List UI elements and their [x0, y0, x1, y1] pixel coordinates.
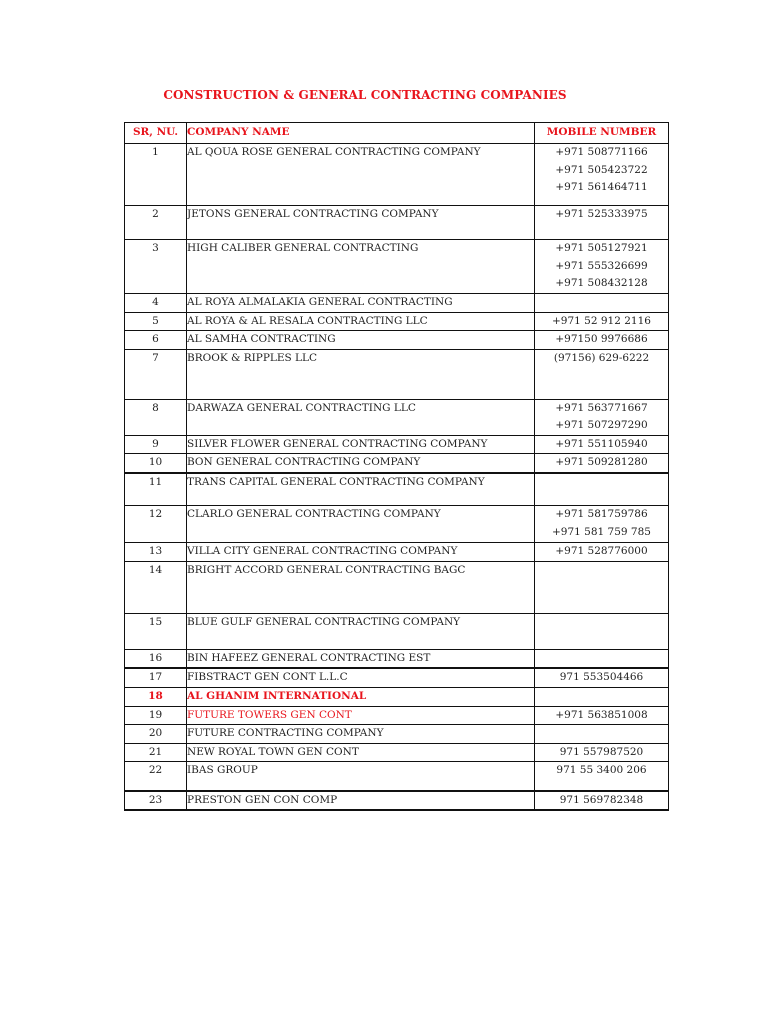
mobile-number: +971 508771166: [555, 146, 648, 158]
company-name: FUTURE CONTRACTING COMPANY: [187, 725, 535, 744]
row-number: 22: [125, 762, 187, 791]
row-number: 1: [125, 144, 187, 206]
mobile-number: +971 507297290: [555, 419, 648, 431]
mobile-number: +971 561464711: [555, 181, 648, 193]
companies-table: [124, 122, 669, 811]
mobile-number: +97150 9976686: [535, 331, 669, 350]
mobile-number: +971 581759786: [555, 508, 648, 520]
table-row: [125, 649, 669, 668]
company-name: BON GENERAL CONTRACTING COMPANY: [187, 454, 535, 473]
mobile-number: [535, 687, 669, 706]
table-row: [125, 240, 669, 294]
company-name: AL GHANIM INTERNATIONAL: [187, 687, 535, 706]
table-row: [125, 454, 669, 473]
row-number: 5: [125, 312, 187, 331]
table-row: [125, 613, 669, 649]
table-row: [125, 294, 669, 313]
mobile-number: [535, 649, 669, 668]
row-number: 17: [125, 668, 187, 687]
table-row: [125, 506, 669, 543]
row-number: 11: [125, 473, 187, 506]
table-row: [125, 312, 669, 331]
table-row: [125, 791, 669, 811]
row-number: 9: [125, 435, 187, 454]
row-number: 23: [125, 791, 187, 811]
table-row: [125, 349, 669, 399]
mobile-number: [535, 294, 669, 313]
table-row: [125, 725, 669, 744]
mobile-number-cell: [535, 506, 669, 543]
table-row: [125, 473, 669, 506]
company-name: BRIGHT ACCORD GENERAL CONTRACTING BAGC: [187, 561, 535, 613]
table-row: [125, 762, 669, 791]
row-number: 15: [125, 613, 187, 649]
mobile-number: +971 563851008: [535, 706, 669, 725]
table-row: [125, 706, 669, 725]
table-row: [125, 206, 669, 240]
mobile-number: +971 52 912 2116: [535, 312, 669, 331]
header-row: [125, 123, 669, 144]
header-mobile-number: MOBILE NUMBER: [535, 123, 669, 144]
mobile-number-cell: [535, 240, 669, 294]
mobile-number: 971 569782348: [535, 791, 669, 811]
mobile-number: +971 509281280: [535, 454, 669, 473]
document-title: CONSTRUCTION & GENERAL CONTRACTING COMPANIES: [163, 88, 567, 102]
row-number: 8: [125, 399, 187, 435]
company-name: TRANS CAPITAL GENERAL CONTRACTING COMPANY: [187, 473, 535, 506]
table-row: [125, 435, 669, 454]
mobile-number: 971 557987520: [535, 743, 669, 762]
row-number: 2: [125, 206, 187, 240]
company-name: SILVER FLOWER GENERAL CONTRACTING COMPANY: [187, 435, 535, 454]
company-name: BROOK & RIPPLES LLC: [187, 349, 535, 399]
mobile-number: +971 505127921: [555, 242, 648, 254]
company-name: AL SAMHA CONTRACTING: [187, 331, 535, 350]
row-number: 16: [125, 649, 187, 668]
mobile-number: +971 505423722: [555, 163, 648, 176]
table-row: [125, 543, 669, 562]
company-name: DARWAZA GENERAL CONTRACTING LLC: [187, 399, 535, 435]
mobile-number: 971 553504466: [535, 668, 669, 687]
table-row: [125, 399, 669, 435]
row-number: 18: [125, 687, 187, 706]
mobile-number: [535, 613, 669, 649]
mobile-number: +971 528776000: [535, 543, 669, 562]
mobile-number: +971 581 759 785: [552, 525, 651, 538]
table-row: [125, 561, 669, 613]
row-number: 20: [125, 725, 187, 744]
row-number: 14: [125, 561, 187, 613]
mobile-number: +971 563771667: [555, 401, 648, 414]
company-name: BIN HAFEEZ GENERAL CONTRACTING EST: [187, 649, 535, 668]
mobile-number: [535, 473, 669, 506]
row-number: 7: [125, 349, 187, 399]
company-name: FUTURE TOWERS GEN CONT: [187, 706, 535, 725]
mobile-number-cell: [535, 144, 669, 206]
company-name: PRESTON GEN CON COMP: [187, 791, 535, 811]
table-row: [125, 687, 669, 706]
row-number: 10: [125, 454, 187, 473]
table-row: [125, 331, 669, 350]
mobile-number: (97156) 629-6222: [535, 349, 669, 399]
mobile-number: +971 508432128: [555, 277, 648, 289]
company-name: FIBSTRACT GEN CONT L.L.C: [187, 668, 535, 687]
header-company-name: COMPANY NAME: [187, 123, 535, 144]
row-number: 6: [125, 331, 187, 350]
company-name: HIGH CALIBER GENERAL CONTRACTING: [187, 240, 535, 294]
company-name: JETONS GENERAL CONTRACTING COMPANY: [187, 206, 535, 240]
header-sr: SR, NU.: [125, 123, 187, 144]
company-name: AL QOUA ROSE GENERAL CONTRACTING COMPANY: [187, 144, 535, 206]
row-number: 3: [125, 240, 187, 294]
row-number: 12: [125, 506, 187, 543]
company-name: CLARLO GENERAL CONTRACTING COMPANY: [187, 506, 535, 543]
mobile-number: [535, 561, 669, 613]
mobile-number: +971 555326699: [555, 259, 648, 272]
row-number: 4: [125, 294, 187, 313]
mobile-number: +971 551105940: [535, 435, 669, 454]
row-number: 21: [125, 743, 187, 762]
table-row: [125, 668, 669, 687]
table-row: [125, 144, 669, 206]
table-row: [125, 743, 669, 762]
company-name: IBAS GROUP: [187, 762, 535, 791]
mobile-number: +971 525333975: [535, 206, 669, 240]
mobile-number: 971 55 3400 206: [535, 762, 669, 791]
company-name: NEW ROYAL TOWN GEN CONT: [187, 743, 535, 762]
company-name: AL ROYA ALMALAKIA GENERAL CONTRACTING: [187, 294, 535, 313]
company-name: BLUE GULF GENERAL CONTRACTING COMPANY: [187, 613, 535, 649]
mobile-number: [535, 725, 669, 744]
row-number: 13: [125, 543, 187, 562]
company-name: VILLA CITY GENERAL CONTRACTING COMPANY: [187, 543, 535, 562]
mobile-number-cell: [535, 399, 669, 435]
row-number: 19: [125, 706, 187, 725]
company-name: AL ROYA & AL RESALA CONTRACTING LLC: [187, 312, 535, 331]
